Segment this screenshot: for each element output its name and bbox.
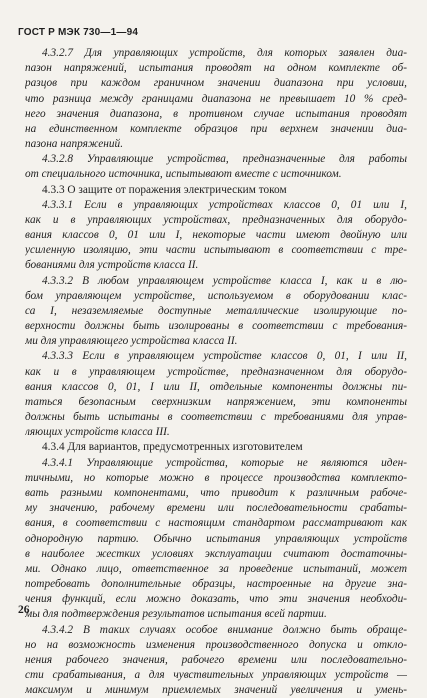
text-line: мы для подтверждения результатов испытания всей партии. — [25, 608, 327, 621]
text-line: вания классов 0, 01 или I, некоторые части имеют двойную или — [25, 229, 407, 242]
text-line: 4.3.3.2 В любом управляющем устройстве класса I, как и в лю- — [42, 274, 407, 287]
text-line: 4.3.2.7 Для управляющих устройств, для которых заявлен диа- — [42, 47, 407, 59]
text-line: в наиболее жестких условиях эксплуатации считают достаточны- — [25, 547, 407, 560]
text-line: должны быть испытаны в соответствии с требованиями для управ- — [25, 411, 407, 424]
page-number: 26 — [18, 604, 30, 616]
text-line: 4.3.3.1 Если в управляющих устройствах классов 0, 01 или I, — [42, 198, 407, 211]
text-line: усиленную изоляцию, эти части испытывают в соответствии с тре- — [25, 244, 407, 257]
page-header: ГОСТ Р МЭК 730—1—94 — [18, 27, 139, 38]
text-line: 4.3.2.8 Управляющие устройства, предназначенные для работы — [42, 153, 407, 166]
text-line: му значению, рабочему времени или последовательности срабаты- — [25, 502, 407, 515]
text-line: пазон напряжений, испытания проводят на одном комплекте об- — [25, 62, 407, 75]
text-line: потребовать дополнительные образцы, настроенные на другие зна- — [25, 578, 407, 591]
text-line: разцов при каждом граничном значении диапазона при условии, — [25, 77, 407, 90]
text-line: тичными, но которые можно в процессе производства комплекто- — [25, 471, 407, 484]
text-line: 4.3.4 Для вариантов, предусмотренных изготовителем — [42, 441, 303, 454]
text-line: но на возможность изменения производственного допуска и откло- — [25, 638, 407, 651]
text-line: ляющих устройств класса III. — [25, 426, 170, 439]
text-line: как и в управляющих устройствах, предназначенных для оборудо- — [25, 213, 407, 226]
text-line: однородную партию. Обычно испытания управляющих устройств — [25, 532, 407, 545]
text-line: сти срабатывания, а для чувствительных управляющих устройств — — [25, 669, 407, 682]
text-line: бом управляющем устройстве, используемом в оборудовании клас- — [25, 289, 407, 302]
text-line: ми. Однако лицо, ответственное за проведение испытаний, может — [25, 562, 407, 575]
text-line: 4.3.4.2 В таких случаях особое внимание должно быть обраще- — [42, 623, 407, 636]
text-line: него значения диапазона, в противном случае испытания проводят — [25, 107, 407, 120]
body-text — [25, 46, 407, 698]
text-line: на единственном комплекте образцов при верхнем значении диа- — [25, 122, 407, 135]
text-line: верхности должны быть изолированы в соответствии с требования- — [25, 320, 407, 333]
text-line: бованиями для устройств класса II. — [25, 259, 199, 272]
text-line: ми для управляющего устройства класса II. — [25, 335, 238, 348]
text-line: нения рабочего значения, рабочего времени или последовательно- — [25, 653, 407, 666]
text-line: 4.3.3.3 Если в управляющем устройстве классов 0, 01, I или II, — [42, 350, 407, 363]
text-line: вания, в соответствии с настоящим стандартом рассматривают как — [25, 517, 407, 530]
text-line: 4.3.3 О защите от поражения электрическим током — [42, 183, 287, 196]
text-line: таться безопасным сверхнизким напряжением, эти компоненты — [25, 395, 407, 408]
text-line: что разница между границами диапазона не превышает 10 % сред- — [25, 92, 407, 105]
text-line: пазона напряжений. — [25, 138, 124, 151]
text-line: как и в управляющем устройстве, предназначенном для оборудо- — [25, 365, 407, 378]
text-line: от специального источника, испытывают вместе с источником. — [25, 168, 342, 181]
text-line: вания классов 0, 01, I или II, отдельные компоненты должны пи- — [25, 380, 407, 393]
text-line: 4.3.4.1 Управляющие устройства, которые не являются иден- — [42, 456, 407, 469]
text-line: чения функций, если можно доказать, что эти значения необходи- — [25, 593, 407, 606]
text-line: максимум и минимум приемлемых значений увеличения и умень- — [25, 684, 407, 697]
text-line: вать разными компонентами, что приводит к различным рабоче- — [25, 486, 407, 499]
text-line: са I, незаземляемые доступные металлические изолирующие по- — [25, 304, 407, 317]
